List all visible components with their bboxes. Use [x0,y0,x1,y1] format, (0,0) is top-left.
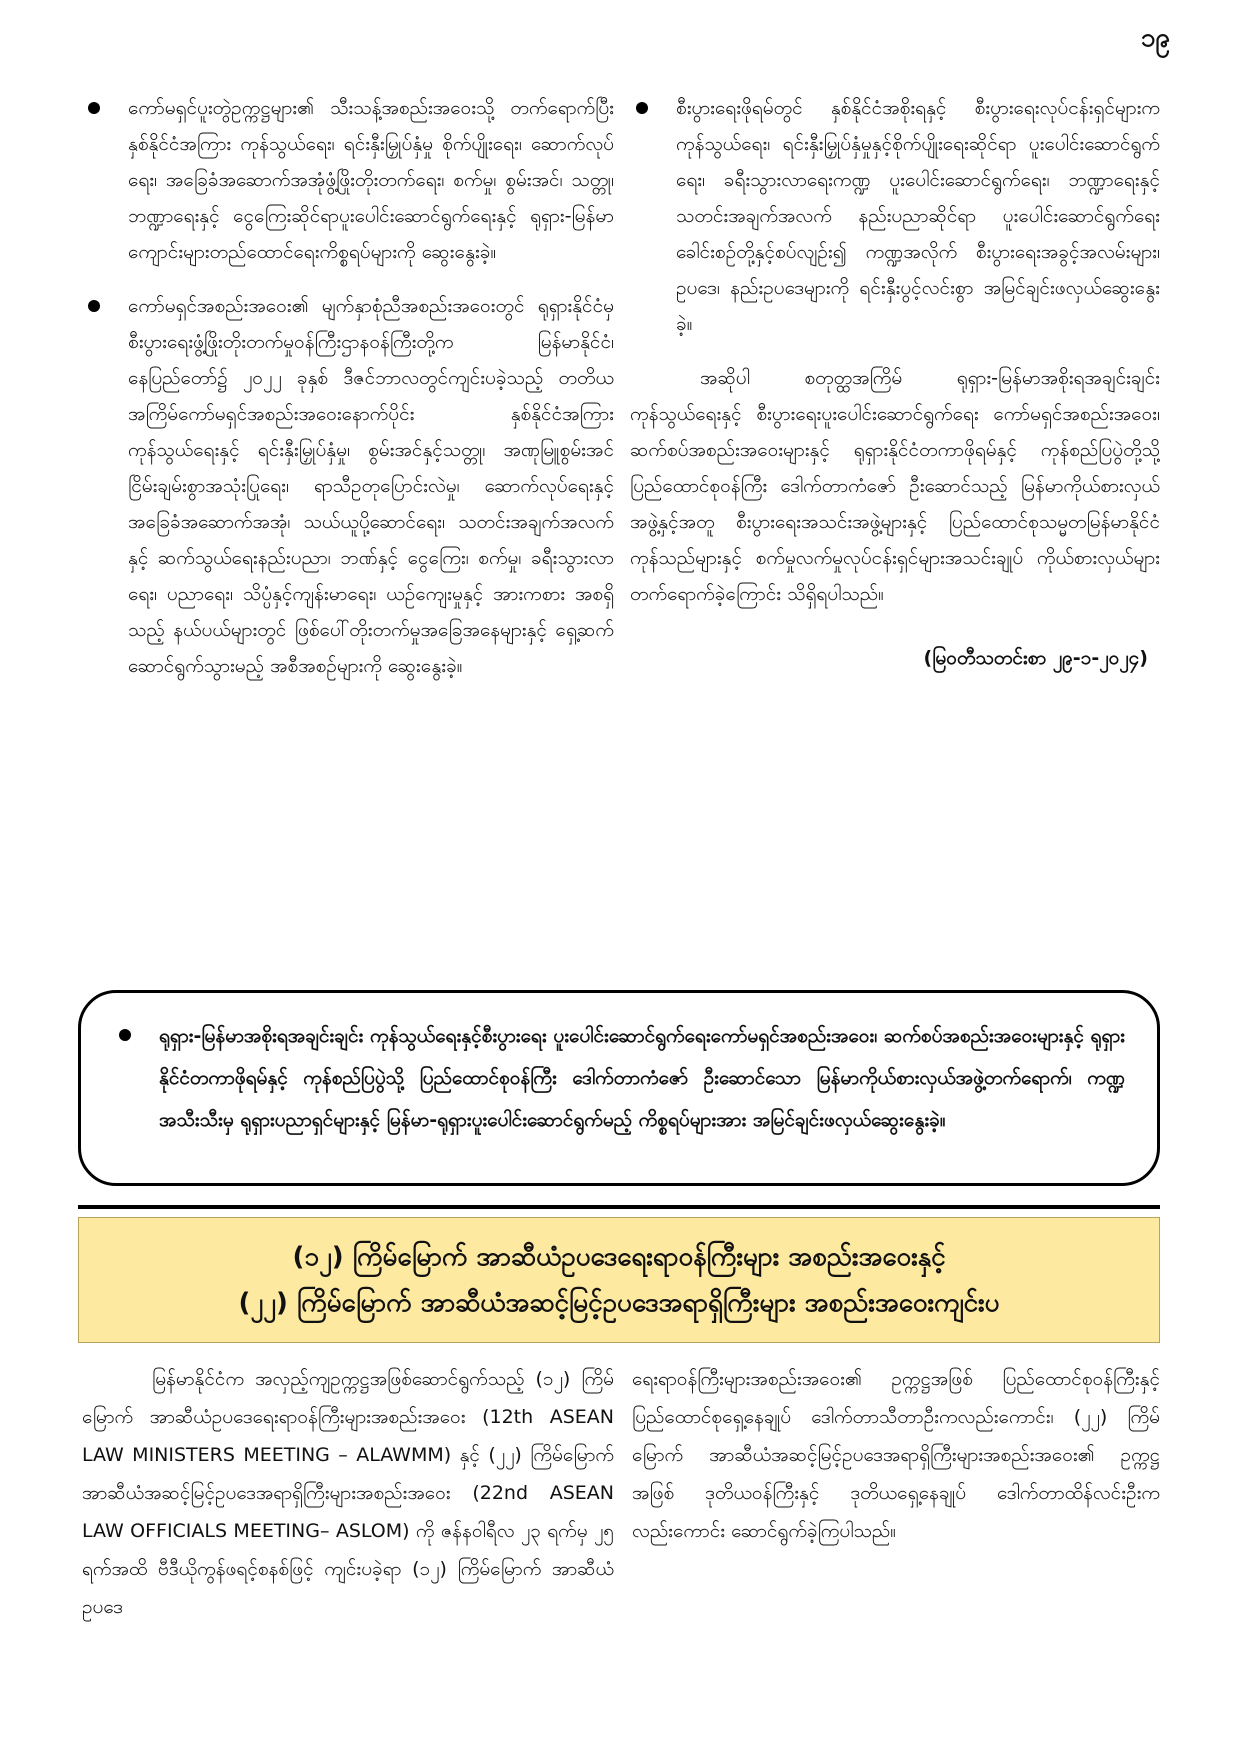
article-left-column [82,1360,614,1638]
bullet-item [82,288,614,684]
headline-line-1: (၁၂) ကြိမ်မြောက် အာဆီယံဥပဒေရေးရာဝန်ကြီးများ အစည်းအဝေးနှင့် [292,1242,946,1272]
article-paragraph: မြန်မာနိုင်ငံက အလှည့်ကျဥက္ကဋ္ဌအဖြစ်ဆောင်ရွက်သည့် (၁၂) ကြိမ်မြောက် အာဆီယံဥပဒေရေးရာဝန်ကြီးများအစည်းအဝေး (12th ASEAN LAW MINISTERS MEETING – ALAWMM) နှင့် (၂၂) ကြိမ်မြောက် အာဆီယံအဆင့်မြင့်ဥပဒေအရာရှိကြီးများအစည်းအဝေး (22nd ASEAN LAW OFFICIALS MEETING– ASLOM) ကို ဇန်နဝါရီလ ၂၃ ရက်မှ ၂၅ ရက်အထိ ဗီဒီယိုကွန်ဖရင့်စနစ်ဖြင့် ကျင်းပခဲ့ရာ (၁၂) ကြိမ်မြောက် အာဆီယံဥပဒေ [82,1368,614,1618]
body-paragraph: အဆိုပါ စတုတ္ထအကြိမ် ရုရှား-မြန်မာအစိုးရအချင်းချင်း ကုန်သွယ်ရေးနှင့် စီးပွားရေးပူးပေါင်းဆောင်ရွက်ရေး ကော်မရှင်အစည်းအဝေး၊ ဆက်စပ်အစည်းအဝေးများနှင့် ရုရှားနိုင်ငံတကာဖိုရမ်နှင့် ကုန်စည်ပြပွဲတို့သို့ ပြည်ထောင်စုဝန်ကြီး ဒေါက်တာကံဇော် ဦးဆောင်သည့် မြန်မာကိုယ်စားလှယ်အဖွဲ့နှင့်အတူ စီးပွားရေးအသင်းအဖွဲ့များနှင့် ပြည်ထောင်စုသမ္မတမြန်မာနိုင်ငံကုန်သည်များနှင့် စက်မှုလက်မှုလုပ်ငန်းရှင်များအသင်းချုပ် ကိုယ်စားလှယ်များတက်ရောက်ခဲ့ကြောင်း သိရှိရပါသည်။ [630,367,1160,605]
highlight-text: ရုရှား-မြန်မာအစိုးရအချင်းချင်း ကုန်သွယ်ရေးနှင့်စီးပွားရေး ပူးပေါင်းဆောင်ရွက်ရေးကော်မရှင်အစည်းအဝေး၊ ဆက်စပ်အစည်းအဝေးများနှင့် ရုရှားနိုင်ငံတကာဖိုရမ်နှင့် ကုန်စည်ပြပွဲသို့ ပြည်ထောင်စုဝန်ကြီး ဒေါက်တာကံဇော် ဦးဆောင်သော မြန်မာကိုယ်စားလှယ်အဖွဲ့တက်ရောက်၊ ကဏ္ဍအသီးသီးမှ ရုရှားပညာရှင်များနှင့် မြန်မာ-ရုရှားပူးပေါင်းဆောင်ရွက်မည့် ကိစ္စရပ်များအား အမြင်ချင်းဖလှယ်ဆွေးနွေးခဲ့။ [159,1025,1125,1131]
highlight-box [78,990,1160,1186]
bullet-text: ကော်မရှင်ပူးတွဲဥက္ကဋ္ဌများ၏ သီးသန့်အစည်းအဝေးသို့ တက်ရောက်ပြီး နှစ်နိုင်ငံအကြား ကုန်သွယ်ရေး၊ ရင်းနှီးမြှုပ်နှံမှု စိုက်ပျိုးရေး၊ ဆောက်လုပ်ရေး၊ အခြေခံအဆောက်အအုံဖွံ့ဖြိုးတိုးတက်ရေး၊ စက်မှု၊ စွမ်းအင်၊ သတ္တု၊ ဘဏ္ဍာရေးနှင့် ငွေကြေးဆိုင်ရာပူးပေါင်းဆောင်ရွက်ရေးနှင့် ရုရှား-မြန်မာကျောင်းများတည်ထောင်ရေးကိစ္စရပ်များကို ဆွေးနွေးခဲ့။ [128,97,614,263]
right-column [630,90,1160,676]
headline-box [78,1217,1160,1343]
headline-line-2: (၂၂) ကြိမ်မြောက် အာဆီယံအဆင့်မြင့်ဥပဒေအရာရှိကြီးများ အစည်းအဝေးကျင်းပ [238,1288,1000,1318]
article-right-column [632,1360,1160,1562]
article-paragraph: ရေးရာဝန်ကြီးများအစည်းအဝေး၏ ဥက္ကဋ္ဌအဖြစ် ပြည်ထောင်စုဝန်ကြီးနှင့် ပြည်ထောင်စုရှေ့နေချုပ် ဒေါက်တာသီတာဦးကလည်းကောင်း၊ (၂၂) ကြိမ်မြောက် အာဆီယံအဆင့်မြင့်ဥပဒေအရာရှိကြီးများအစည်းအဝေး၏ ဥက္ကဋ္ဌအဖြစ် ဒုတိယဝန်ကြီးနှင့် ဒုတိယရှေ့နေချုပ် ဒေါက်တာထိန်လင်းဦးကလည်းကောင်း ဆောင်ရွက်ခဲ့ကြပါသည်။ [632,1368,1160,1542]
bullet-text: ကော်မရှင်အစည်းအဝေး၏ မျက်နှာစုံညီအစည်းအဝေးတွင် ရုရှားနိုင်ငံမှ စီးပွားရေးဖွံ့ဖြိုးတိုးတက်မှုဝန်ကြီးဌာနဝန်ကြီးတို့က မြန်မာနိုင်ငံ၊ နေပြည်တော်၌ ၂၀၂၂ ခုနှစ် ဒီဇင်ဘာလတွင်ကျင်းပခဲ့သည့် တတိယအကြိမ်ကော်မရှင်အစည်းအဝေးနောက်ပိုင်း နှစ်နိုင်ငံအကြား ကုန်သွယ်ရေးနှင့် ရင်းနှီးမြှုပ်နှံမှု၊ စွမ်းအင်နှင့်သတ္တု၊ အဏုမြူစွမ်းအင်ငြိမ်းချမ်းစွာအသုံးပြုရေး၊ ရာသီဥတုပြောင်းလဲမှု၊ ဆောက်လုပ်ရေးနှင့် အခြေခံအဆောက်အအုံ၊ သယ်ယူပို့ဆောင်ရေး၊ သတင်းအချက်အလက်နှင့် ဆက်သွယ်ရေးနည်းပညာ၊ ဘဏ်နှင့် ငွေကြေး၊ စက်မှု၊ ခရီးသွားလာရေး၊ ပညာရေး၊ သိပ္ပံနှင့်ကျန်းမာရေး၊ ယဉ်ကျေးမှုနှင့် အားကစား အစရှိသည့် နယ်ပယ်များတွင် ဖြစ်ပေါ်တိုးတက်မှုအခြေအနေများနှင့် ရှေ့ဆက်ဆောင်ရွက်သွားမည့် အစီအစဉ်များကို ဆွေးနွေးခဲ့။ [128,295,614,677]
page-number: ၁၉ [1140,23,1170,53]
bullet-icon [88,300,100,312]
bullet-text: စီးပွားရေးဖိုရမ်တွင် နှစ်နိုင်ငံအစိုးရနှင့် စီးပွားရေးလုပ်ငန်းရှင်များက ကုန်သွယ်ရေး၊ ရင်းနှီးမြှုပ်နှံမှုနှင့်စိုက်ပျိုးရေးဆိုင်ရာ ပူးပေါင်းဆောင်ရွက်ရေး၊ ခရီးသွားလာရေးကဏ္ဍ ပူးပေါင်းဆောင်ရွက်ရေး၊ ဘဏ္ဍာရေးနှင့်သတင်းအချက်အလက် နည်းပညာဆိုင်ရာ ပူးပေါင်းဆောင်ရွက်ရေး ခေါင်းစဉ်တို့နှင့်စပ်လျဉ်း၍ ကဏ္ဍအလိုက် စီးပွားရေးအခွင့်အလမ်းများ၊ ဥပဒေ၊ နည်းဥပဒေများကို ရင်းနှီးပွင့်လင်းစွာ အမြင်ချင်းဖလှယ်ဆွေးနွေးခဲ့။ [676,97,1160,335]
source-citation: (မြဝတီသတင်းစာ ၂၉-၁-၂၀၂၄) [923,647,1148,669]
left-column [82,90,614,702]
bullet-item [113,1015,1125,1141]
bullet-icon [636,102,648,114]
bullet-icon [88,102,100,114]
bullet-item [630,90,1160,342]
bullet-icon [119,1029,131,1041]
section-divider [78,1205,1160,1209]
bullet-item [82,90,614,270]
